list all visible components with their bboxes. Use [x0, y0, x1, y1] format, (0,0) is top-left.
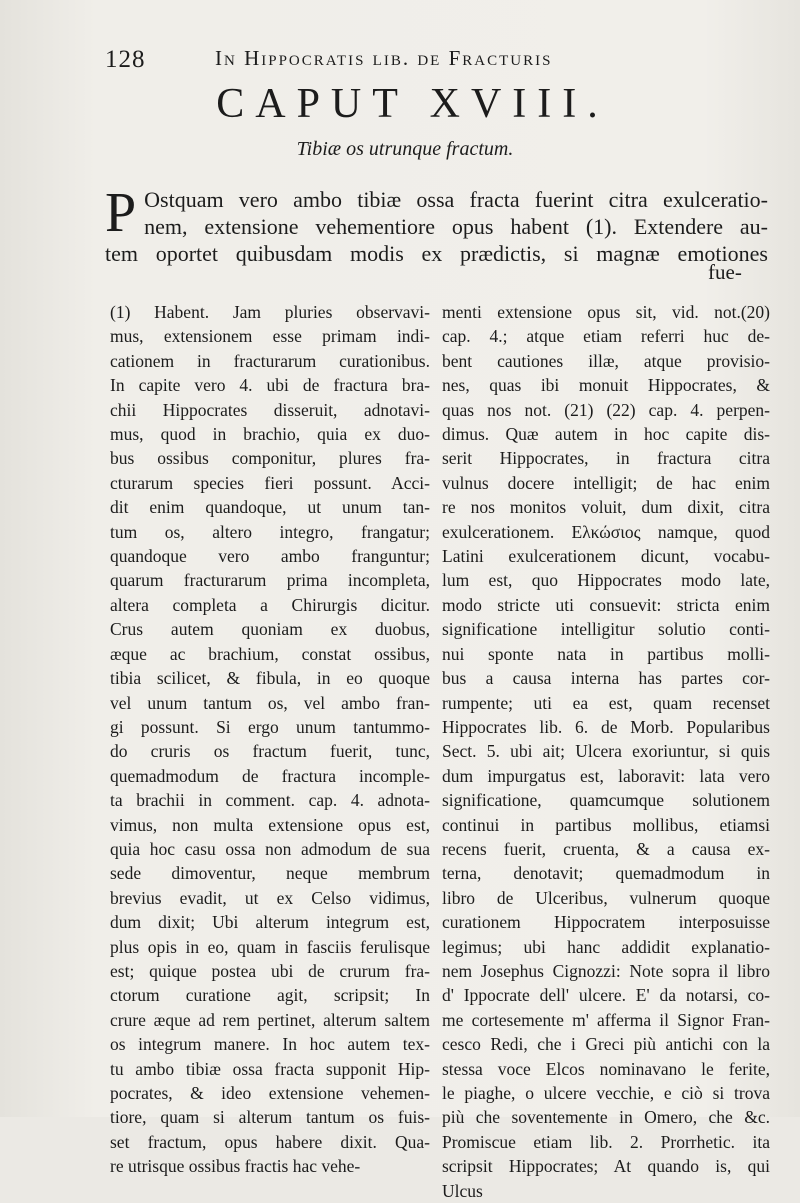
- commentary-line: tibia scilicet, & fibula, in eo quoque: [110, 668, 430, 689]
- commentary-line: quandoque vero ambo franguntur;: [110, 546, 430, 567]
- commentary-line: serit Hippocrates, in fractura citra: [442, 448, 770, 469]
- commentary-line: stessa voce Elcos nominavano le ferite,: [442, 1058, 770, 1079]
- commentary-line: rumpente; uti ea est, quam recenset: [442, 692, 770, 713]
- commentary-line: bent cautiones illæ, atque provisio-: [442, 350, 770, 371]
- commentary-line: est; quique postea ubi de crurum fra-: [110, 960, 430, 981]
- running-head: In Hippocratis lib. de Fracturis: [215, 46, 553, 70]
- commentary-line: Hippocrates lib. 6. de Morb. Popularibus: [442, 716, 770, 737]
- commentary-line: quarum fracturarum prima incompleta,: [110, 570, 430, 591]
- commentary-line: Promiscue etiam lib. 2. Prorrhetic. ita: [442, 1131, 770, 1152]
- commentary-line: curationem Hippocratem interposuisse: [442, 912, 770, 933]
- commentary-line: bus ossibus componitur, plures fra-: [110, 448, 430, 469]
- chapter-subtitle: Tibiæ os utrunque fractum.: [296, 138, 514, 160]
- commentary-line: Crus autem quoniam ex duobus,: [110, 619, 430, 640]
- commentary-left-column: [110, 300, 430, 1179]
- commentary-line: quas nos not. (21) (22) cap. 4. perpen-: [442, 399, 770, 420]
- commentary-line: æque ac brachium, constat ossibus,: [110, 643, 430, 664]
- commentary-line: plus opis in eo, quam in fasciis ferulisque: [110, 936, 430, 957]
- commentary-line: Sect. 5. ubi ait; Ulcera exoriuntur, si quis: [442, 741, 770, 762]
- commentary-line: continui in partibus mollibus, etiamsi: [442, 814, 770, 835]
- commentary-line: cationem in fracturarum curationibus.: [110, 350, 430, 371]
- commentary-line: nui sponte nata in partibus molli-: [442, 643, 770, 664]
- commentary-line: exulcerationem. Ελκώσιος namque, quod: [442, 521, 770, 542]
- catch-word: fue-: [708, 260, 742, 284]
- commentary-line: dit enim quandoque, ut unum tan-: [110, 497, 430, 518]
- commentary-line: più che soventemente in Omero, che &c.: [442, 1107, 770, 1128]
- commentary-line: tu ambo tibiæ ossa fracta supponit Hip-: [110, 1058, 430, 1079]
- commentary-line: dum dixit; Ubi alterum integrum est,: [110, 912, 430, 933]
- commentary-line: le piaghe, o ulcere vecchie, e ciò si trova: [442, 1083, 770, 1103]
- commentary-line: significatione, quamcumque solutionem: [442, 790, 770, 811]
- commentary-line: recens fuerit, cruenta, & a causa ex-: [442, 838, 770, 859]
- commentary-line: ta brachii in comment. cap. 4. adnota-: [110, 790, 430, 811]
- commentary-line: os integrum manere. In hoc autem tex-: [110, 1034, 430, 1055]
- drop-cap: P: [105, 182, 137, 244]
- commentary-line: mus, quod in brachio, quia ex duo-: [110, 424, 430, 445]
- commentary-line: bus a causa interna has partes cor-: [442, 668, 770, 689]
- commentary-line: gi possunt. Si ergo unum tantummo-: [110, 716, 430, 737]
- commentary-line: do cruris os fractum fuerit, tunc,: [110, 741, 430, 762]
- commentary-line: dum impurgatus est, laboravit: lata vero: [442, 765, 770, 786]
- main-text: [105, 182, 768, 267]
- commentary-line: Ulcus: [442, 1180, 483, 1201]
- commentary-line: tum os, altero integro, frangatur;: [110, 521, 430, 542]
- commentary-line: vulnus docere intelligit; de hac enim: [442, 472, 770, 493]
- commentary-line: quia hoc casu ossa non admodum de sua: [110, 838, 430, 859]
- commentary-line: modo stricte uti consuevit: stricta enim: [442, 594, 770, 615]
- commentary-line: cturarum species fieri possunt. Acci-: [110, 472, 430, 493]
- commentary-line: d' Ippocrate dell' ulcere. E' da notarsi, co-: [442, 985, 770, 1006]
- commentary-line: legimus; ubi hanc addidit explanatio-: [442, 936, 770, 957]
- commentary-line: set fractum, opus habere dixit. Qua-: [110, 1131, 430, 1152]
- commentary-line: vimus, non multa extensione opus est,: [110, 814, 430, 835]
- commentary-line: crure æque ad rem pertinet, alterum saltem: [110, 1009, 430, 1030]
- commentary-line: altera completa a Chirurgis dicitur.: [110, 594, 430, 615]
- commentary-line: dimus. Quæ autem in hoc capite dis-: [442, 424, 770, 445]
- commentary-line: scripsit Hippocrates; At quando is, qui: [442, 1156, 770, 1177]
- commentary-line: significatione intelligitur solutio conti-: [442, 619, 770, 640]
- commentary-line: terna, denotavit; quemadmodum in: [442, 863, 770, 884]
- main-text-line: tem oportet quibusdam modis ex prædictis, si magnæ emotiones: [105, 241, 768, 266]
- commentary-line: libro de Ulceribus, vulnerum quoque: [442, 887, 770, 908]
- commentary-line: In capite vero 4. ubi de fractura bra-: [110, 375, 430, 396]
- chapter-title: CAPUT XVIII.: [216, 81, 609, 127]
- main-text-line: nem, extensione vehementiore opus habent (1). Extendere au-: [144, 214, 768, 239]
- commentary-line: menti extensione opus sit, vid. not.(20): [442, 302, 770, 322]
- commentary-line: tiore, quam si alterum tantum os fuis-: [110, 1107, 430, 1128]
- main-text-line: Ostquam vero ambo tibiæ ossa fracta fuerint citra exulceratio-: [144, 187, 768, 212]
- commentary-line: ctorum curatione agit, scripsit; In: [110, 985, 430, 1006]
- commentary-line: brevius evadit, ut ex Celso vidimus,: [110, 887, 430, 908]
- commentary-line: cesco Redi, che i Greci più antichi con la: [442, 1034, 770, 1055]
- commentary-line: re nos monitos voluit, dum dixit, citra: [442, 497, 770, 518]
- page-number: 128: [105, 46, 146, 73]
- commentary-line: quemadmodum de fractura incomple-: [110, 765, 430, 786]
- commentary-line: sede dimoventur, neque membrum: [110, 863, 430, 884]
- commentary-line: mus, extensionem esse primam indi-: [110, 326, 430, 347]
- commentary-line: vel unum tantum os, vel ambo fran-: [110, 692, 430, 713]
- commentary-line: chii Hippocrates disseruit, adnotavi-: [110, 399, 430, 420]
- commentary-line: re utrisque ossibus fractis hac vehe-: [110, 1156, 361, 1177]
- page-header: [105, 40, 645, 72]
- commentary-line: nes, quas ibi monuit Hippocrates, &: [442, 375, 770, 396]
- commentary-line: me cortesemente m' afferma il Signor Fran-: [442, 1009, 770, 1030]
- commentary-line: Latini exulcerationem dicunt, vocabu-: [442, 546, 770, 567]
- commentary-right-column: [442, 300, 770, 1203]
- commentary-line: lum est, quo Hippocrates modo late,: [442, 570, 770, 591]
- commentary-line: (1) Habent. Jam pluries observavi-: [110, 302, 430, 322]
- commentary-line: pocrates, & ideo extensione vehemen-: [110, 1083, 430, 1103]
- commentary-line: nem Josephus Cignozzi: Note sopra il libro: [442, 960, 770, 981]
- commentary-line: cap. 4.; atque etiam referri huc de-: [442, 326, 770, 347]
